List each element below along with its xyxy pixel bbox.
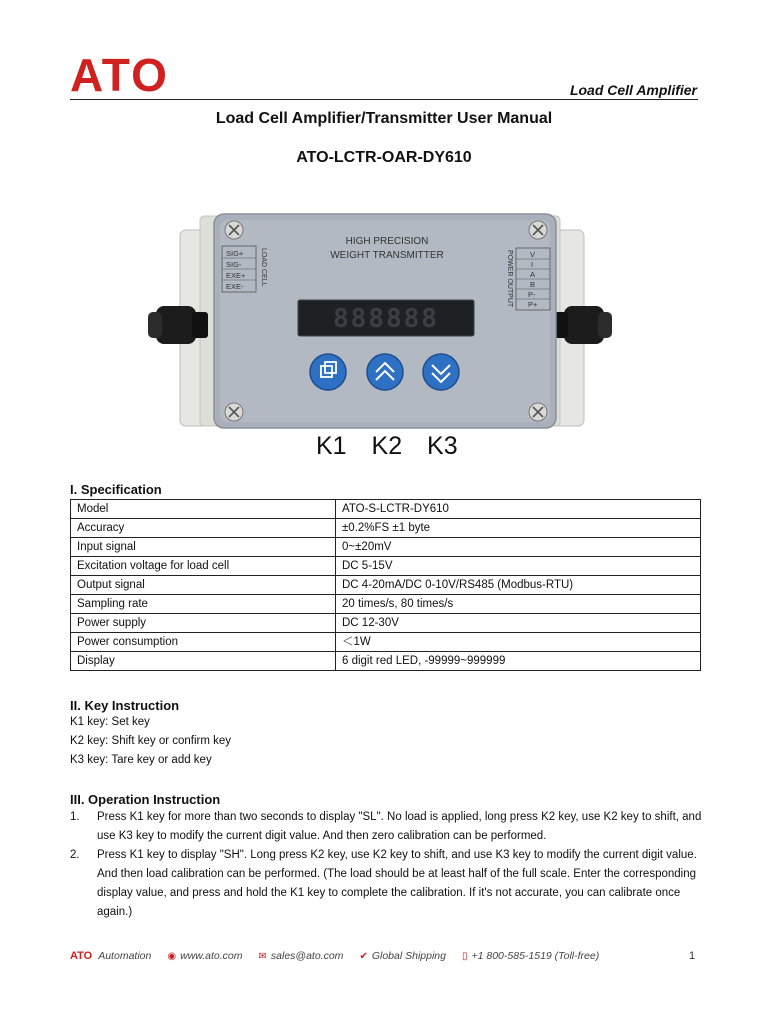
footer-logo: ATO	[70, 950, 93, 962]
terminal-i: I	[531, 260, 534, 269]
terminal-b: B	[530, 280, 536, 289]
operation-item	[70, 808, 702, 846]
spec-value: DC 4-20mA/DC 0-10V/RS485 (Modbus-RTU)	[336, 576, 701, 595]
terminal-sig-minus: SIG-	[226, 260, 242, 269]
panel-title-line2: WEIGHT TRANSMITTER	[330, 250, 444, 261]
document-title: Load Cell Amplifier/Transmitter User Manual	[215, 110, 553, 127]
spec-label: Model	[71, 500, 336, 519]
keys-caption: K1 K2 K3	[316, 432, 458, 460]
header-product-name: Load Cell Amplifier	[569, 82, 697, 98]
phone-icon: ▯	[461, 950, 468, 962]
operation-item-number: 2.	[70, 849, 80, 861]
spec-value: DC 12-30V	[336, 614, 701, 633]
page-footer	[70, 950, 599, 962]
operation-item-number: 1.	[70, 811, 80, 823]
spec-value: 0~±20mV	[336, 538, 701, 557]
ato-logo: ATO	[70, 49, 169, 101]
shipping-icon: ✔	[359, 950, 368, 962]
terminal-v: V	[530, 250, 536, 259]
spec-table	[70, 499, 701, 671]
k3-button-icon	[423, 354, 459, 390]
key-line-k2: K2 key: Shift key or confirm key	[70, 735, 232, 747]
operation-item-text: Press K1 key to display "SH". Long press K2 key, use K2 key to shift, and use K3 key to modify the current digit value. And then load calibration can be performed. (The load should be at least half of the full scale. Enter the corresponding display value, and press and hold the K1 key to complete the calibration. If it's not accurate, you can calibrate once again.)	[97, 849, 697, 918]
terminal-exe-plus: EXE+	[226, 271, 246, 280]
terminal-sig-plus: SIG+	[226, 249, 244, 258]
key-line-k1: K1 key: Set key	[70, 716, 150, 728]
terminal-p-minus: P-	[528, 290, 536, 299]
spec-label: Power supply	[71, 614, 336, 633]
spec-row	[71, 576, 701, 595]
footer-email[interactable]: sales@ato.com	[270, 950, 344, 962]
spec-label: Power consumption	[71, 633, 336, 652]
spec-row	[71, 652, 701, 671]
spec-row	[71, 538, 701, 557]
spec-value: ＜1W	[336, 633, 701, 652]
spec-label: Output signal	[71, 576, 336, 595]
footer-automation: Automation	[98, 950, 152, 962]
spec-value: DC 5-15V	[336, 557, 701, 576]
operation-item	[70, 846, 702, 922]
spec-value: 20 times/s, 80 times/s	[336, 595, 701, 614]
operation-item-text: Press K1 key for more than two seconds to display "SL". No load is applied, long press K2 key, use K2 key to shift, and use K3 key to modify the current digit value. And then zero calibration can be performed.	[97, 811, 702, 842]
spec-label: Input signal	[71, 538, 336, 557]
spec-row	[71, 519, 701, 538]
key-line-k3: K3 key: Tare key or add key	[70, 754, 212, 766]
key-instruction-heading: II. Key Instruction	[70, 698, 180, 713]
load-cell-label: LOAD CELL	[260, 248, 267, 287]
mail-icon: ✉	[258, 950, 267, 962]
spec-value: ATO-S-LCTR-DY610	[336, 500, 701, 519]
spec-label: Display	[71, 652, 336, 671]
spec-row	[71, 500, 701, 519]
spec-value: 6 digit red LED, -99999~999999	[336, 652, 701, 671]
spec-row	[71, 557, 701, 576]
panel-title-line1: HIGH PRECISION	[345, 236, 429, 247]
terminal-p-plus: P+	[528, 300, 538, 309]
led-display: 888888	[333, 304, 439, 334]
spec-label: Accuracy	[71, 519, 336, 538]
footer-shipping: Global Shipping	[371, 950, 446, 962]
document-model: ATO-LCTR-OAR-DY610	[296, 149, 472, 166]
spec-label: Excitation voltage for load cell	[71, 557, 336, 576]
spec-value: ±0.2%FS ±1 byte	[336, 519, 701, 538]
header-divider	[70, 99, 698, 100]
spec-label: Sampling rate	[71, 595, 336, 614]
k2-button-icon	[367, 354, 403, 390]
power-output-label: POWER OUTPUT	[506, 250, 513, 308]
page-number: 1	[689, 950, 696, 962]
spec-row	[71, 633, 701, 652]
device-image	[140, 208, 620, 438]
terminal-a: A	[530, 270, 536, 279]
terminal-exe-minus: EXE-	[226, 282, 244, 291]
k1-button-icon	[310, 354, 346, 390]
spec-row	[71, 614, 701, 633]
spec-row	[71, 595, 701, 614]
globe-icon: ◉	[167, 950, 177, 962]
footer-website[interactable]: www.ato.com	[180, 950, 243, 962]
footer-phone: +1 800-585-1519 (Toll-free)	[471, 950, 600, 962]
operation-heading: III. Operation Instruction	[70, 792, 221, 807]
spec-heading: I. Specification	[70, 482, 162, 497]
